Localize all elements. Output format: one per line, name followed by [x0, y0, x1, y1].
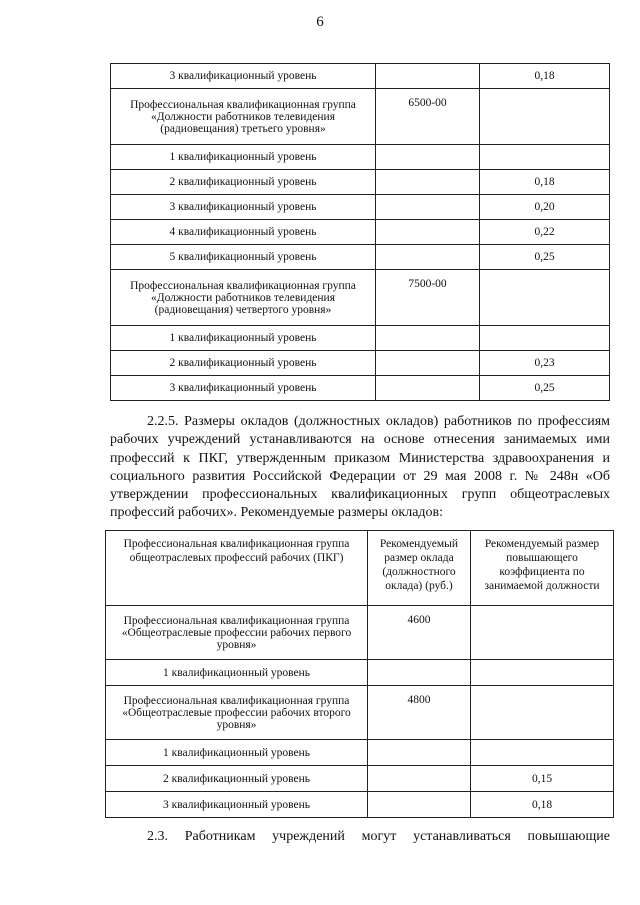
qualification-level-cell: 2 квалификационный уровень: [111, 351, 376, 376]
column-header-salary: Рекомендуемый размер оклада (должностного оклада) (руб.): [368, 531, 471, 606]
qualification-level-cell: 1 квалификационный уровень: [106, 660, 368, 686]
salary-cell: 6500-00: [376, 89, 480, 145]
salary-cell: [376, 195, 480, 220]
table-row: [111, 245, 610, 270]
page-number: 6: [316, 14, 324, 30]
qualification-group-cell: Профессиональная квалификационная группа «Общеотраслевые профессии рабочих первого уровня»: [106, 606, 368, 660]
salary-cell: [376, 326, 480, 351]
coefficient-cell: [471, 660, 614, 686]
qualification-group-cell: Профессиональная квалификационная группа «Должности работников телевидения (радиовещания) третьего уровня»: [111, 89, 376, 145]
coefficient-cell: 0,23: [480, 351, 610, 376]
coefficient-cell: 0,18: [480, 170, 610, 195]
qualification-level-cell: 1 квалификационный уровень: [111, 145, 376, 170]
coefficient-cell: [480, 89, 610, 145]
table-header-row: [106, 531, 614, 606]
table-row: [111, 89, 610, 145]
table-row: [111, 64, 610, 89]
salary-cell: 4800: [368, 686, 471, 740]
coefficient-cell: [471, 740, 614, 766]
qualification-level-cell: 3 квалификационный уровень: [111, 64, 376, 89]
salary-cell: [376, 220, 480, 245]
coefficient-cell: 0,15: [471, 766, 614, 792]
salary-cell: [376, 145, 480, 170]
table-row: [111, 220, 610, 245]
table-row: [111, 326, 610, 351]
qualification-level-cell: 3 квалификационный уровень: [111, 376, 376, 401]
table-row: [111, 145, 610, 170]
qualification-level-cell: 3 квалификационный уровень: [111, 195, 376, 220]
salary-cell: [376, 170, 480, 195]
table-row: [111, 376, 610, 401]
table-row: [106, 740, 614, 766]
qualification-level-cell: 3 квалификационный уровень: [106, 792, 368, 818]
coefficient-cell: [471, 606, 614, 660]
coefficient-cell: [480, 270, 610, 326]
table-row: [106, 792, 614, 818]
salary-cell: [376, 376, 480, 401]
table-row: [111, 351, 610, 376]
salary-table-tv-radio: [110, 63, 610, 401]
qualification-level-cell: 2 квалификационный уровень: [111, 170, 376, 195]
coefficient-cell: [480, 326, 610, 351]
qualification-level-cell: 1 квалификационный уровень: [106, 740, 368, 766]
table-row: [111, 270, 610, 326]
table-row: [106, 606, 614, 660]
coefficient-cell: [480, 145, 610, 170]
qualification-group-cell: Профессиональная квалификационная группа «Общеотраслевые профессии рабочих второго уровня»: [106, 686, 368, 740]
salary-table-workers: [105, 530, 614, 818]
coefficient-cell: 0,22: [480, 220, 610, 245]
coefficient-cell: [471, 686, 614, 740]
paragraph-2-2-5: 2.2.5. Размеры окладов (должностных окладов) работников по профессиям рабочих учреждений устанавливаются на основе отнесения занимаемых ими профессий к ПКГ, утвержденным приказом Министерства здравоохранения и социального развития Российской Федерации от 29 мая 2008 г. № 248н «Об утверждении профессиональных квалификационных групп общеотраслевых профессий рабочих». Рекомендуемые размеры окладов:: [110, 414, 610, 521]
coefficient-cell: 0,18: [480, 64, 610, 89]
coefficient-cell: 0,20: [480, 195, 610, 220]
table-row: [106, 686, 614, 740]
salary-cell: [376, 64, 480, 89]
salary-cell: [368, 740, 471, 766]
salary-cell: [368, 766, 471, 792]
column-header-coefficient: Рекомендуемый размер повышающего коэффициента по занимаемой должности: [471, 531, 614, 606]
qualification-group-cell: Профессиональная квалификационная группа «Должности работников телевидения (радиовещания) четвертого уровня»: [111, 270, 376, 326]
salary-cell: [368, 660, 471, 686]
table-row: [111, 195, 610, 220]
salary-cell: 4600: [368, 606, 471, 660]
table-row: [106, 660, 614, 686]
qualification-level-cell: 2 квалификационный уровень: [106, 766, 368, 792]
column-header-group: Профессиональная квалификационная группа общеотраслевых профессий рабочих (ПКГ): [106, 531, 368, 606]
qualification-level-cell: 4 квалификационный уровень: [111, 220, 376, 245]
salary-cell: [368, 792, 471, 818]
salary-cell: [376, 351, 480, 376]
table-row: [106, 766, 614, 792]
coefficient-cell: 0,25: [480, 245, 610, 270]
coefficient-cell: 0,25: [480, 376, 610, 401]
qualification-level-cell: 1 квалификационный уровень: [111, 326, 376, 351]
qualification-level-cell: 5 квалификационный уровень: [111, 245, 376, 270]
coefficient-cell: 0,18: [471, 792, 614, 818]
paragraph-2-3: 2.3. Работникам учреждений могут устанавливаться повышающие: [147, 829, 610, 844]
table-row: [111, 170, 610, 195]
salary-cell: 7500-00: [376, 270, 480, 326]
salary-cell: [376, 245, 480, 270]
